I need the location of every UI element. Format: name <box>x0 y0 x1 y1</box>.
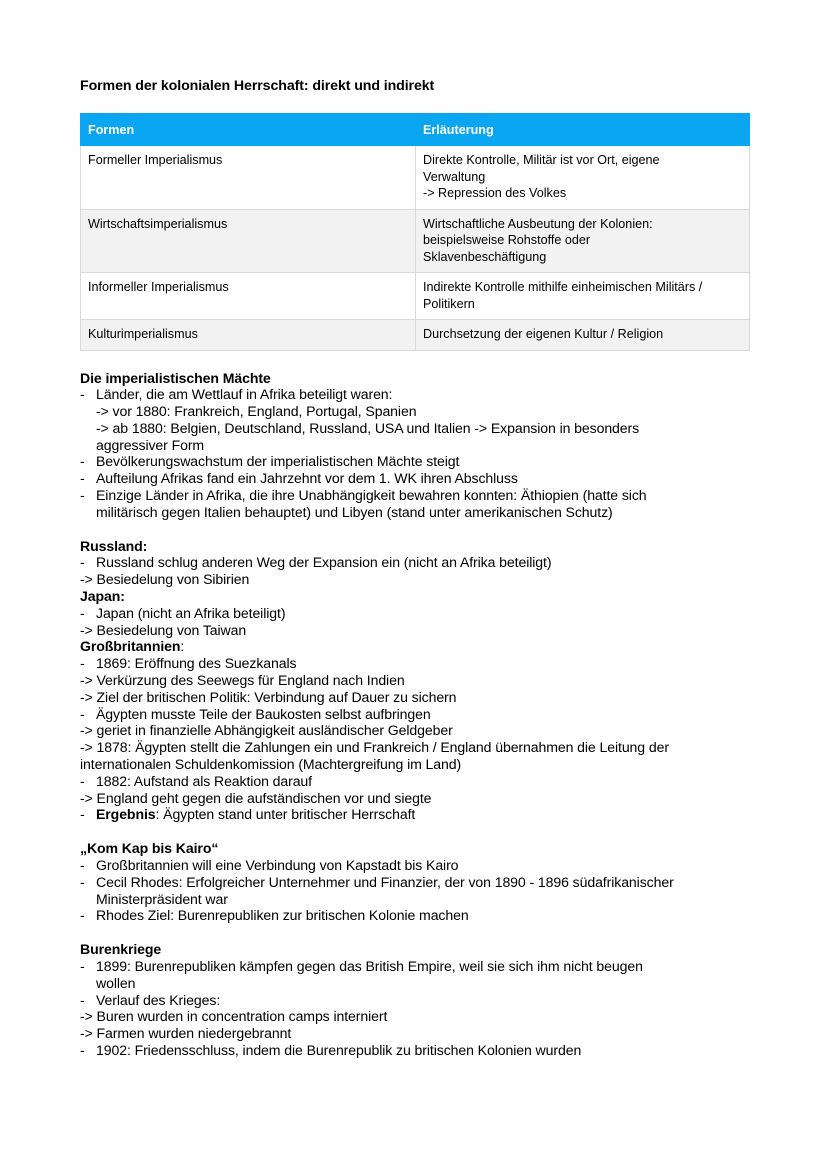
list-item-text: -> vor 1880: Frankreich, England, Portugal, Spanien <box>96 403 417 420</box>
explanation-cell <box>416 320 750 351</box>
list-item-text: - Einzige Länder in Afrika, die ihre Unabhängigkeit bewahren konnten: Äthiopien (hatte sich <box>96 487 647 504</box>
gb-heading-colon: : <box>180 638 185 655</box>
section-heading-buren: Burenkriege <box>80 941 162 958</box>
list-item-text: Ministerpräsident war <box>96 890 228 907</box>
explanation-line: Direkte Kontrolle, Militär ist vor Ort, eigene <box>423 153 660 167</box>
arrow-line-text: -> 1878: Ägypten stellt die Zahlungen ein und Frankreich / England übernahmen die Leitung der <box>80 739 669 756</box>
explanation-line: Verwaltung <box>423 169 486 184</box>
list-item: - Bevölkerungswachstum der imperialistischen Mächte steigt <box>80 453 760 470</box>
list-item: - 1902: Friedensschluss, indem die Burenrepublik zu britischen Kolonien wurden <box>80 1042 760 1059</box>
arrow-line: -> geriet in finanzielle Abhängigkeit ausländischer Geldgeber <box>80 722 453 739</box>
explanation-cell <box>416 146 750 210</box>
list-item-text: -> ab 1880: Belgien, Deutschland, Russland, USA und Italien -> Expansion in besonders <box>96 419 640 436</box>
table-row <box>81 209 750 273</box>
list-item <box>80 874 760 908</box>
list-item-text: aggressiver Form <box>96 436 205 453</box>
list-item <box>80 958 760 992</box>
explanation-line: Sklavenbeschäftigung <box>423 249 547 264</box>
list-item: - Russland schlug anderen Weg der Expansion ein (nicht an Afrika beteiligt) <box>80 554 760 571</box>
result-text: : Ägypten stand unter britischer Herrschaft <box>155 806 416 823</box>
explanation-line: beispielsweise Rohstoffe oder <box>423 233 591 247</box>
notes-body <box>80 370 760 1059</box>
form-cell: Formeller Imperialismus <box>81 146 416 210</box>
arrow-line: -> England geht gegen die aufständischen vor und siegte <box>80 789 432 806</box>
forms-table <box>80 113 750 351</box>
list-item <box>80 487 760 521</box>
arrow-line: -> Buren wurden in concentration camps interniert <box>80 1008 388 1025</box>
table-row <box>81 320 750 351</box>
explanation-cell <box>416 209 750 273</box>
explanation-line: Durchsetzung der eigenen Kultur / Religion <box>423 327 664 341</box>
section-heading-japan: Japan: <box>80 588 125 605</box>
header-erlaeuterung: Erläuterung <box>416 114 750 146</box>
explanation-line: Politikern <box>423 296 475 311</box>
arrow-line-text: internationalen Schuldenkomission (Machtergreifung im Land) <box>80 756 462 773</box>
list-item: - Japan (nicht an Afrika beteiligt) <box>80 605 760 622</box>
document-page <box>80 78 760 1059</box>
list-item: - Aufteilung Afrikas fand ein Jahrzehnt vor dem 1. WK ihren Abschluss <box>80 470 760 487</box>
list-item-text: - Cecil Rhodes: Erfolgreicher Unternehmer und Finanzier, der von 1890 - 1896 südafrikanischer <box>96 873 674 890</box>
list-item: - 1869: Eröffnung des Suezkanals <box>80 655 760 672</box>
list-item <box>80 806 760 823</box>
list-item-text: militärisch gegen Italien behauptet) und Libyen (stand unter amerikanischen Schutz) <box>96 503 613 520</box>
list-item-text: wollen <box>96 974 136 991</box>
list-item: - Verlauf des Krieges: <box>80 992 760 1009</box>
arrow-line <box>80 739 760 773</box>
arrow-line: -> Ziel der britischen Politik: Verbindung auf Dauer zu sichern <box>80 688 457 705</box>
arrow-line: -> Besiedelung von Sibirien <box>80 571 250 588</box>
gb-heading-text: Großbritannien <box>80 638 181 655</box>
list-item: - Großbritannien will eine Verbindung von Kapstadt bis Kairo <box>80 857 760 874</box>
list-item-text: - Länder, die am Wettlauf in Afrika beteiligt waren: <box>96 386 393 403</box>
list-item: - Rhodes Ziel: Burenrepubliken zur britischen Kolonie machen <box>80 907 760 924</box>
form-cell: Wirtschaftsimperialismus <box>81 209 416 273</box>
section-heading-russland: Russland: <box>80 537 148 554</box>
list-item: - Ägypten musste Teile der Baukosten selbst aufbringen <box>80 706 760 723</box>
arrow-line: -> Besiedelung von Taiwan <box>80 621 247 638</box>
arrow-line: -> Verkürzung des Seewegs für England nach Indien <box>80 672 405 689</box>
section-heading-maechte: Die imperialistischen Mächte <box>80 369 271 386</box>
explanation-line: Indirekte Kontrolle mithilfe einheimischen Militärs / <box>423 280 703 294</box>
page-title: Formen der kolonialen Herrschaft: direkt und indirekt <box>80 78 435 94</box>
table-header-row <box>81 114 750 146</box>
list-item: - 1882: Aufstand als Reaktion darauf <box>80 773 760 790</box>
form-cell: Informeller Imperialismus <box>81 273 416 320</box>
table-row <box>81 273 750 320</box>
list-item-text: - 1899: Burenrepubliken kämpfen gegen das British Empire, weil sie sich ihm nicht beugen <box>96 958 643 974</box>
table-row <box>81 146 750 210</box>
form-cell: Kulturimperialismus <box>81 320 416 351</box>
section-heading-gb <box>80 638 760 655</box>
result-label: Ergebnis <box>96 806 156 823</box>
header-formen: Formen <box>81 114 416 146</box>
arrow-line: -> Farmen wurden niedergebrannt <box>80 1025 292 1042</box>
section-heading-kap: „Kom Kap bis Kairo“ <box>80 840 219 857</box>
explanation-cell <box>416 273 750 320</box>
explanation-line: -> Repression des Volkes <box>423 186 567 200</box>
explanation-line: Wirtschaftliche Ausbeutung der Kolonien: <box>423 216 653 231</box>
list-item <box>80 386 760 453</box>
